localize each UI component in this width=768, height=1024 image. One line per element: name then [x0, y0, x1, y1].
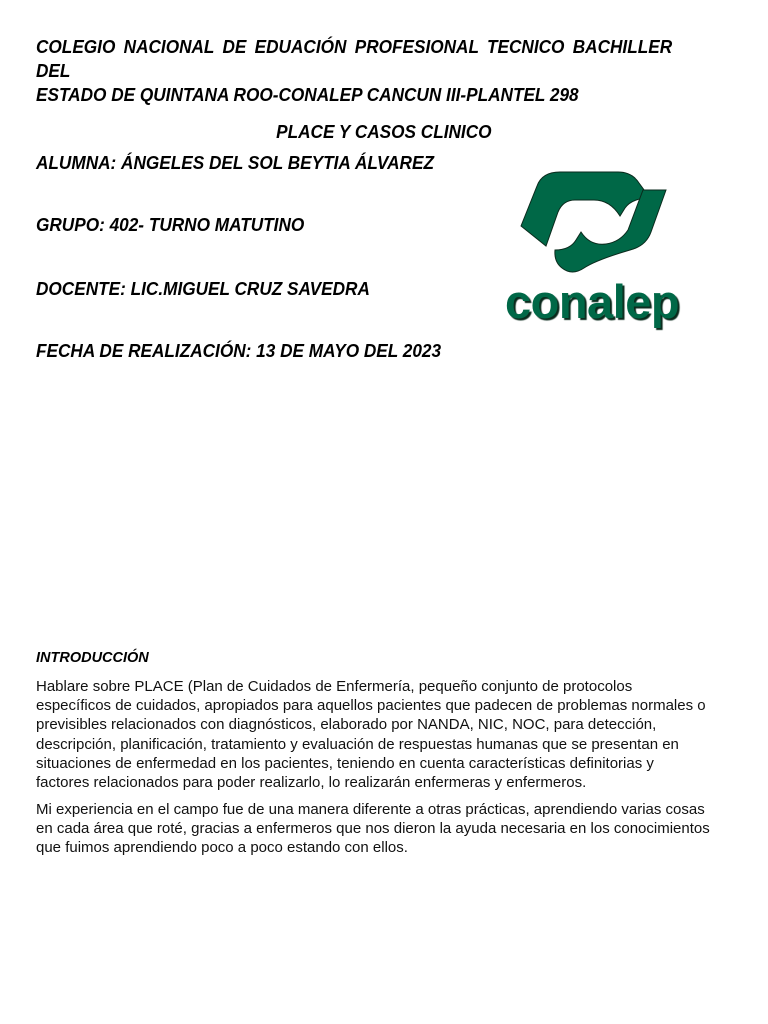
- paragraph-line: descripción, planificación, tratamiento y evaluación de respuestas humanas que se presentan en: [36, 735, 679, 753]
- school-name: [36, 35, 672, 107]
- paragraph-line: que fuimos aprendiendo poco a poco estando con ellos.: [36, 839, 408, 857]
- document-title: PLACE Y CASOS CLINICO: [276, 121, 492, 142]
- date-info: FECHA DE REALIZACIÓN: 13 DE MAYO DEL 2023: [36, 340, 442, 361]
- paragraph-line: Hablare sobre PLACE (Plan de Cuidados de Enfermería, pequeño conjunto de protocolos: [36, 678, 633, 695]
- group-info: GRUPO: 402- TURNO MATUTINO: [36, 214, 305, 235]
- school-name-line-1: COLEGIO NACIONAL DE EDUACIÓN PROFESIONAL TECNICO BACHILLER DEL: [36, 36, 673, 81]
- teacher-name: DOCENTE: LIC.MIGUEL CRUZ SAVEDRA: [36, 278, 370, 299]
- paragraph-line: específicos de cuidados, apropiados para aquellos pacientes que padecen de problemas normales o: [36, 697, 706, 715]
- intro-paragraph-2: [36, 800, 736, 858]
- document-title-wrap: [0, 120, 768, 144]
- paragraph-line: Mi experiencia en el campo fue de una manera diferente a otras prácticas, aprendiendo varias cosas: [36, 801, 705, 818]
- intro-paragraph-1: [36, 677, 736, 792]
- paragraph-line: previsibles relacionados con diagnósticos, elaborado por NANDA, NIC, NOC, para detección,: [36, 716, 657, 734]
- school-name-line-2: ESTADO DE QUINTANA ROO-CONALEP CANCUN III-PLANTEL 298: [36, 84, 579, 105]
- intro-heading: INTRODUCCIÓN: [36, 650, 149, 666]
- paragraph-line: factores relacionados para poder realizarlo, lo realizarán enfermeras y enfermeros.: [36, 774, 587, 792]
- student-name: ALUMNA: ÁNGELES DEL SOL BEYTIA ÁLVAREZ: [36, 152, 434, 173]
- paragraph-line: situaciones de enfermedad en los pacientes, teniendo en cuenta características definitorias y: [36, 754, 654, 772]
- conalep-wordmark: conalep: [505, 275, 680, 328]
- paragraph-line: en cada área que roté, gracias a enfermeros que nos dieron la ayuda necesaria en los conocimientos: [36, 820, 710, 838]
